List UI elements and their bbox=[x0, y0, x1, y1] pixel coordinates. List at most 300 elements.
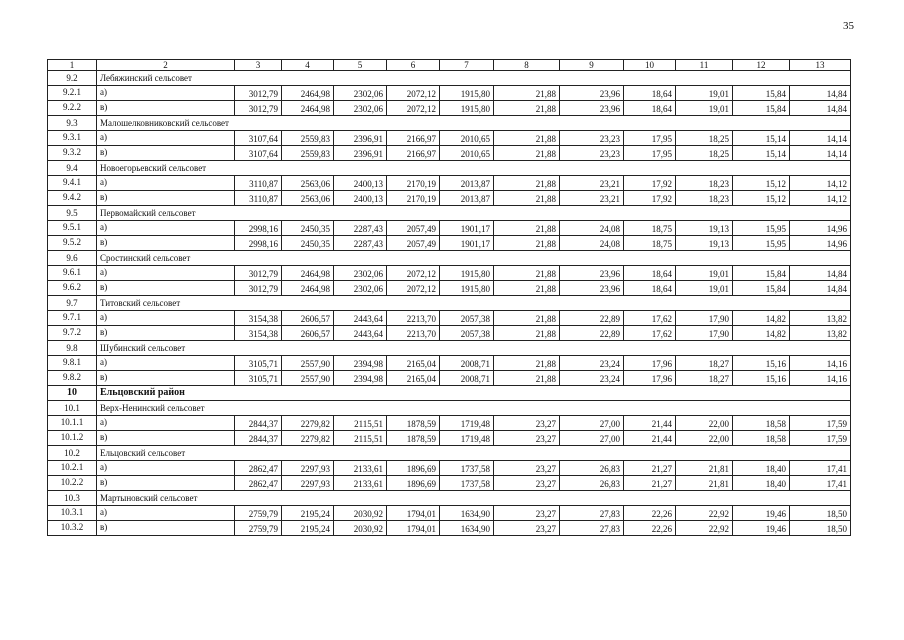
row-code: 9.2.2 bbox=[48, 101, 97, 116]
value-cell: 2759,79 bbox=[235, 506, 282, 521]
value-cell: 2072,12 bbox=[387, 281, 440, 296]
section-name: Титовский сельсовет bbox=[97, 296, 851, 311]
value-cell: 14,84 bbox=[790, 266, 851, 281]
value-cell: 17,96 bbox=[624, 371, 676, 386]
value-cell: 14,14 bbox=[790, 131, 851, 146]
value-cell: 3012,79 bbox=[235, 101, 282, 116]
table-row bbox=[48, 221, 851, 236]
value-cell: 21,44 bbox=[624, 416, 676, 431]
value-cell: 2998,16 bbox=[235, 236, 282, 251]
value-cell: 1719,48 bbox=[440, 431, 494, 446]
value-cell: 1794,01 bbox=[387, 506, 440, 521]
value-cell: 21,27 bbox=[624, 476, 676, 491]
row-label: а) bbox=[97, 266, 235, 281]
value-cell: 2862,47 bbox=[235, 461, 282, 476]
value-cell: 1719,48 bbox=[440, 416, 494, 431]
section-header-row bbox=[48, 251, 851, 266]
value-cell: 2279,82 bbox=[282, 416, 334, 431]
row-label: в) bbox=[97, 371, 235, 386]
value-cell: 23,23 bbox=[560, 146, 624, 161]
table-row bbox=[48, 476, 851, 491]
value-cell: 14,16 bbox=[790, 371, 851, 386]
value-cell: 2400,13 bbox=[334, 191, 387, 206]
value-cell: 21,88 bbox=[494, 101, 560, 116]
value-cell: 15,95 bbox=[733, 236, 790, 251]
section-code: 10.1 bbox=[48, 401, 97, 416]
value-cell: 2297,93 bbox=[282, 476, 334, 491]
value-cell: 2195,24 bbox=[282, 521, 334, 536]
value-cell: 18,23 bbox=[676, 176, 733, 191]
section-name: Новоегорьевский сельсовет bbox=[97, 161, 851, 176]
table-row bbox=[48, 101, 851, 116]
value-cell: 2133,61 bbox=[334, 461, 387, 476]
section-header-row bbox=[48, 446, 851, 461]
value-cell: 22,92 bbox=[676, 506, 733, 521]
value-cell: 2057,49 bbox=[387, 236, 440, 251]
section-code: 10.2 bbox=[48, 446, 97, 461]
value-cell: 21,88 bbox=[494, 326, 560, 341]
row-label: в) bbox=[97, 146, 235, 161]
value-cell: 3110,87 bbox=[235, 191, 282, 206]
row-code: 9.6.2 bbox=[48, 281, 97, 296]
section-name: Лебяжинский сельсовет bbox=[97, 71, 851, 86]
row-code: 9.5.1 bbox=[48, 221, 97, 236]
value-cell: 15,16 bbox=[733, 371, 790, 386]
value-cell: 19,46 bbox=[733, 521, 790, 536]
value-cell: 21,88 bbox=[494, 266, 560, 281]
value-cell: 3012,79 bbox=[235, 266, 282, 281]
row-code: 9.6.1 bbox=[48, 266, 97, 281]
value-cell: 18,27 bbox=[676, 356, 733, 371]
value-cell: 2606,57 bbox=[282, 326, 334, 341]
value-cell: 2030,92 bbox=[334, 521, 387, 536]
value-cell: 1878,59 bbox=[387, 431, 440, 446]
section-header-row bbox=[48, 341, 851, 356]
value-cell: 2287,43 bbox=[334, 236, 387, 251]
value-cell: 15,14 bbox=[733, 146, 790, 161]
value-cell: 23,24 bbox=[560, 371, 624, 386]
value-cell: 3012,79 bbox=[235, 86, 282, 101]
value-cell: 2443,64 bbox=[334, 311, 387, 326]
value-cell: 1901,17 bbox=[440, 236, 494, 251]
section-header-row bbox=[48, 206, 851, 221]
value-cell: 2115,51 bbox=[334, 431, 387, 446]
value-cell: 2057,49 bbox=[387, 221, 440, 236]
column-number-cell: 2 bbox=[97, 60, 235, 71]
section-code: 10 bbox=[48, 386, 97, 401]
value-cell: 18,64 bbox=[624, 281, 676, 296]
value-cell: 21,88 bbox=[494, 176, 560, 191]
value-cell: 14,96 bbox=[790, 236, 851, 251]
value-cell: 2213,70 bbox=[387, 311, 440, 326]
table-row bbox=[48, 191, 851, 206]
row-code: 9.4.2 bbox=[48, 191, 97, 206]
value-cell: 2195,24 bbox=[282, 506, 334, 521]
value-cell: 17,92 bbox=[624, 191, 676, 206]
value-cell: 1915,80 bbox=[440, 86, 494, 101]
value-cell: 21,88 bbox=[494, 356, 560, 371]
column-number-cell: 13 bbox=[790, 60, 851, 71]
value-cell: 3154,38 bbox=[235, 326, 282, 341]
value-cell: 2998,16 bbox=[235, 221, 282, 236]
value-cell: 22,89 bbox=[560, 311, 624, 326]
value-cell: 2057,38 bbox=[440, 311, 494, 326]
value-cell: 17,62 bbox=[624, 311, 676, 326]
section-name: Первомайский сельсовет bbox=[97, 206, 851, 221]
value-cell: 15,12 bbox=[733, 191, 790, 206]
value-cell: 23,96 bbox=[560, 86, 624, 101]
value-cell: 18,27 bbox=[676, 371, 733, 386]
value-cell: 14,12 bbox=[790, 191, 851, 206]
row-code: 10.2.1 bbox=[48, 461, 97, 476]
value-cell: 1896,69 bbox=[387, 461, 440, 476]
value-cell: 1896,69 bbox=[387, 476, 440, 491]
table-row bbox=[48, 416, 851, 431]
value-cell: 23,23 bbox=[560, 131, 624, 146]
value-cell: 21,88 bbox=[494, 191, 560, 206]
value-cell: 15,12 bbox=[733, 176, 790, 191]
value-cell: 2170,19 bbox=[387, 176, 440, 191]
row-label: а) bbox=[97, 356, 235, 371]
row-label: в) bbox=[97, 101, 235, 116]
value-cell: 27,83 bbox=[560, 521, 624, 536]
value-cell: 2165,04 bbox=[387, 371, 440, 386]
table-row bbox=[48, 146, 851, 161]
value-cell: 22,00 bbox=[676, 416, 733, 431]
table-row bbox=[48, 506, 851, 521]
value-cell: 17,96 bbox=[624, 356, 676, 371]
table-row bbox=[48, 431, 851, 446]
value-cell: 22,92 bbox=[676, 521, 733, 536]
column-number-row bbox=[48, 60, 851, 71]
value-cell: 17,90 bbox=[676, 311, 733, 326]
value-cell: 2464,98 bbox=[282, 101, 334, 116]
value-cell: 23,21 bbox=[560, 176, 624, 191]
value-cell: 2464,98 bbox=[282, 86, 334, 101]
value-cell: 2072,12 bbox=[387, 101, 440, 116]
tariff-table bbox=[47, 59, 851, 536]
value-cell: 2297,93 bbox=[282, 461, 334, 476]
value-cell: 2563,06 bbox=[282, 191, 334, 206]
value-cell: 19,13 bbox=[676, 236, 733, 251]
value-cell: 2287,43 bbox=[334, 221, 387, 236]
row-label: а) bbox=[97, 131, 235, 146]
row-code: 9.3.1 bbox=[48, 131, 97, 146]
column-number-cell: 6 bbox=[387, 60, 440, 71]
value-cell: 21,88 bbox=[494, 131, 560, 146]
value-cell: 21,88 bbox=[494, 86, 560, 101]
value-cell: 21,88 bbox=[494, 281, 560, 296]
value-cell: 2279,82 bbox=[282, 431, 334, 446]
district-header-row bbox=[48, 386, 851, 401]
row-label: а) bbox=[97, 461, 235, 476]
section-code: 9.3 bbox=[48, 116, 97, 131]
value-cell: 21,88 bbox=[494, 221, 560, 236]
value-cell: 2563,06 bbox=[282, 176, 334, 191]
column-number-cell: 12 bbox=[733, 60, 790, 71]
row-code: 10.3.2 bbox=[48, 521, 97, 536]
value-cell: 2010,65 bbox=[440, 146, 494, 161]
value-cell: 14,14 bbox=[790, 146, 851, 161]
value-cell: 2394,98 bbox=[334, 371, 387, 386]
value-cell: 14,84 bbox=[790, 86, 851, 101]
value-cell: 3107,64 bbox=[235, 146, 282, 161]
section-code: 9.6 bbox=[48, 251, 97, 266]
value-cell: 2396,91 bbox=[334, 131, 387, 146]
value-cell: 2013,87 bbox=[440, 191, 494, 206]
section-name: Сростинский сельсовет bbox=[97, 251, 851, 266]
value-cell: 15,84 bbox=[733, 266, 790, 281]
value-cell: 2072,12 bbox=[387, 86, 440, 101]
table-row bbox=[48, 326, 851, 341]
value-cell: 2844,37 bbox=[235, 431, 282, 446]
value-cell: 2862,47 bbox=[235, 476, 282, 491]
value-cell: 21,81 bbox=[676, 461, 733, 476]
value-cell: 21,44 bbox=[624, 431, 676, 446]
value-cell: 2443,64 bbox=[334, 326, 387, 341]
column-number-cell: 8 bbox=[494, 60, 560, 71]
value-cell: 2559,83 bbox=[282, 146, 334, 161]
value-cell: 15,95 bbox=[733, 221, 790, 236]
row-label: в) bbox=[97, 191, 235, 206]
table-body bbox=[48, 60, 851, 536]
value-cell: 2844,37 bbox=[235, 416, 282, 431]
value-cell: 2166,97 bbox=[387, 146, 440, 161]
value-cell: 22,00 bbox=[676, 431, 733, 446]
section-header-row bbox=[48, 491, 851, 506]
row-code: 9.8.1 bbox=[48, 356, 97, 371]
value-cell: 1634,90 bbox=[440, 521, 494, 536]
section-name: Мартыновский сельсовет bbox=[97, 491, 851, 506]
row-code: 10.2.2 bbox=[48, 476, 97, 491]
value-cell: 18,40 bbox=[733, 476, 790, 491]
value-cell: 3107,64 bbox=[235, 131, 282, 146]
column-number-cell: 7 bbox=[440, 60, 494, 71]
value-cell: 17,95 bbox=[624, 131, 676, 146]
value-cell: 27,83 bbox=[560, 506, 624, 521]
value-cell: 21,27 bbox=[624, 461, 676, 476]
value-cell: 2115,51 bbox=[334, 416, 387, 431]
section-code: 9.5 bbox=[48, 206, 97, 221]
section-header-row bbox=[48, 161, 851, 176]
value-cell: 3154,38 bbox=[235, 311, 282, 326]
value-cell: 14,16 bbox=[790, 356, 851, 371]
value-cell: 17,90 bbox=[676, 326, 733, 341]
table-row bbox=[48, 236, 851, 251]
table-row bbox=[48, 281, 851, 296]
value-cell: 2396,91 bbox=[334, 146, 387, 161]
row-label: в) bbox=[97, 476, 235, 491]
value-cell: 23,96 bbox=[560, 281, 624, 296]
value-cell: 18,50 bbox=[790, 506, 851, 521]
value-cell: 2559,83 bbox=[282, 131, 334, 146]
value-cell: 3110,87 bbox=[235, 176, 282, 191]
value-cell: 2170,19 bbox=[387, 191, 440, 206]
table-row bbox=[48, 131, 851, 146]
value-cell: 15,84 bbox=[733, 281, 790, 296]
table-row bbox=[48, 521, 851, 536]
value-cell: 23,96 bbox=[560, 266, 624, 281]
row-label: а) bbox=[97, 506, 235, 521]
value-cell: 2557,90 bbox=[282, 356, 334, 371]
column-number-cell: 4 bbox=[282, 60, 334, 71]
value-cell: 14,82 bbox=[733, 311, 790, 326]
value-cell: 1901,17 bbox=[440, 221, 494, 236]
value-cell: 2133,61 bbox=[334, 476, 387, 491]
row-code: 10.1.2 bbox=[48, 431, 97, 446]
value-cell: 2557,90 bbox=[282, 371, 334, 386]
value-cell: 18,75 bbox=[624, 236, 676, 251]
row-code: 10.3.1 bbox=[48, 506, 97, 521]
value-cell: 2166,97 bbox=[387, 131, 440, 146]
row-label: в) bbox=[97, 281, 235, 296]
value-cell: 2302,06 bbox=[334, 86, 387, 101]
value-cell: 2394,98 bbox=[334, 356, 387, 371]
value-cell: 23,27 bbox=[494, 416, 560, 431]
table-row bbox=[48, 176, 851, 191]
value-cell: 24,08 bbox=[560, 221, 624, 236]
value-cell: 23,27 bbox=[494, 506, 560, 521]
value-cell: 26,83 bbox=[560, 461, 624, 476]
section-header-row bbox=[48, 296, 851, 311]
value-cell: 2010,65 bbox=[440, 131, 494, 146]
row-label: а) bbox=[97, 416, 235, 431]
value-cell: 19,13 bbox=[676, 221, 733, 236]
value-cell: 21,88 bbox=[494, 371, 560, 386]
value-cell: 23,27 bbox=[494, 431, 560, 446]
value-cell: 24,08 bbox=[560, 236, 624, 251]
row-code: 9.8.2 bbox=[48, 371, 97, 386]
value-cell: 1737,58 bbox=[440, 476, 494, 491]
section-name: Ельцовский сельсовет bbox=[97, 446, 851, 461]
value-cell: 18,64 bbox=[624, 101, 676, 116]
value-cell: 23,21 bbox=[560, 191, 624, 206]
section-name: Шубинский сельсовет bbox=[97, 341, 851, 356]
value-cell: 19,01 bbox=[676, 86, 733, 101]
value-cell: 2057,38 bbox=[440, 326, 494, 341]
section-code: 9.2 bbox=[48, 71, 97, 86]
value-cell: 21,88 bbox=[494, 311, 560, 326]
value-cell: 19,46 bbox=[733, 506, 790, 521]
value-cell: 18,25 bbox=[676, 146, 733, 161]
value-cell: 17,41 bbox=[790, 476, 851, 491]
value-cell: 2302,06 bbox=[334, 281, 387, 296]
value-cell: 17,59 bbox=[790, 416, 851, 431]
table-row bbox=[48, 371, 851, 386]
section-header-row bbox=[48, 116, 851, 131]
row-label: а) bbox=[97, 221, 235, 236]
table-row bbox=[48, 356, 851, 371]
value-cell: 2165,04 bbox=[387, 356, 440, 371]
column-number-cell: 9 bbox=[560, 60, 624, 71]
value-cell: 13,82 bbox=[790, 326, 851, 341]
value-cell: 21,81 bbox=[676, 476, 733, 491]
row-code: 9.5.2 bbox=[48, 236, 97, 251]
section-code: 9.7 bbox=[48, 296, 97, 311]
value-cell: 17,41 bbox=[790, 461, 851, 476]
value-cell: 2302,06 bbox=[334, 266, 387, 281]
row-label: в) bbox=[97, 236, 235, 251]
row-label: в) bbox=[97, 326, 235, 341]
value-cell: 1634,90 bbox=[440, 506, 494, 521]
section-code: 9.8 bbox=[48, 341, 97, 356]
value-cell: 14,82 bbox=[733, 326, 790, 341]
value-cell: 1915,80 bbox=[440, 101, 494, 116]
value-cell: 1915,80 bbox=[440, 266, 494, 281]
row-code: 9.7.2 bbox=[48, 326, 97, 341]
value-cell: 21,88 bbox=[494, 146, 560, 161]
section-name: Малошелковниковский сельсовет bbox=[97, 116, 851, 131]
row-code: 9.7.1 bbox=[48, 311, 97, 326]
row-code: 9.2.1 bbox=[48, 86, 97, 101]
value-cell: 2072,12 bbox=[387, 266, 440, 281]
value-cell: 2008,71 bbox=[440, 356, 494, 371]
value-cell: 1794,01 bbox=[387, 521, 440, 536]
section-name: Ельцовский район bbox=[97, 386, 851, 401]
section-header-row bbox=[48, 71, 851, 86]
value-cell: 14,12 bbox=[790, 176, 851, 191]
value-cell: 2464,98 bbox=[282, 266, 334, 281]
value-cell: 23,24 bbox=[560, 356, 624, 371]
value-cell: 3012,79 bbox=[235, 281, 282, 296]
column-number-cell: 11 bbox=[676, 60, 733, 71]
row-code: 9.4.1 bbox=[48, 176, 97, 191]
column-number-cell: 1 bbox=[48, 60, 97, 71]
value-cell: 2302,06 bbox=[334, 101, 387, 116]
value-cell: 27,00 bbox=[560, 431, 624, 446]
value-cell: 2450,35 bbox=[282, 221, 334, 236]
value-cell: 22,26 bbox=[624, 521, 676, 536]
value-cell: 2008,71 bbox=[440, 371, 494, 386]
row-code: 9.3.2 bbox=[48, 146, 97, 161]
value-cell: 26,83 bbox=[560, 476, 624, 491]
value-cell: 23,96 bbox=[560, 101, 624, 116]
value-cell: 17,95 bbox=[624, 146, 676, 161]
table-row bbox=[48, 461, 851, 476]
value-cell: 18,40 bbox=[733, 461, 790, 476]
value-cell: 13,82 bbox=[790, 311, 851, 326]
table-row bbox=[48, 266, 851, 281]
row-label: а) bbox=[97, 176, 235, 191]
value-cell: 2464,98 bbox=[282, 281, 334, 296]
value-cell: 2450,35 bbox=[282, 236, 334, 251]
value-cell: 2759,79 bbox=[235, 521, 282, 536]
value-cell: 18,58 bbox=[733, 431, 790, 446]
value-cell: 17,59 bbox=[790, 431, 851, 446]
value-cell: 18,75 bbox=[624, 221, 676, 236]
value-cell: 15,16 bbox=[733, 356, 790, 371]
value-cell: 14,84 bbox=[790, 101, 851, 116]
value-cell: 2400,13 bbox=[334, 176, 387, 191]
value-cell: 18,64 bbox=[624, 266, 676, 281]
value-cell: 15,84 bbox=[733, 101, 790, 116]
value-cell: 22,89 bbox=[560, 326, 624, 341]
value-cell: 19,01 bbox=[676, 266, 733, 281]
value-cell: 3105,71 bbox=[235, 371, 282, 386]
table-row bbox=[48, 311, 851, 326]
value-cell: 19,01 bbox=[676, 281, 733, 296]
value-cell: 23,27 bbox=[494, 461, 560, 476]
value-cell: 14,84 bbox=[790, 281, 851, 296]
value-cell: 23,27 bbox=[494, 521, 560, 536]
row-label: в) bbox=[97, 521, 235, 536]
section-code: 9.4 bbox=[48, 161, 97, 176]
row-label: а) bbox=[97, 311, 235, 326]
value-cell: 18,25 bbox=[676, 131, 733, 146]
value-cell: 17,92 bbox=[624, 176, 676, 191]
value-cell: 2013,87 bbox=[440, 176, 494, 191]
table-row bbox=[48, 86, 851, 101]
